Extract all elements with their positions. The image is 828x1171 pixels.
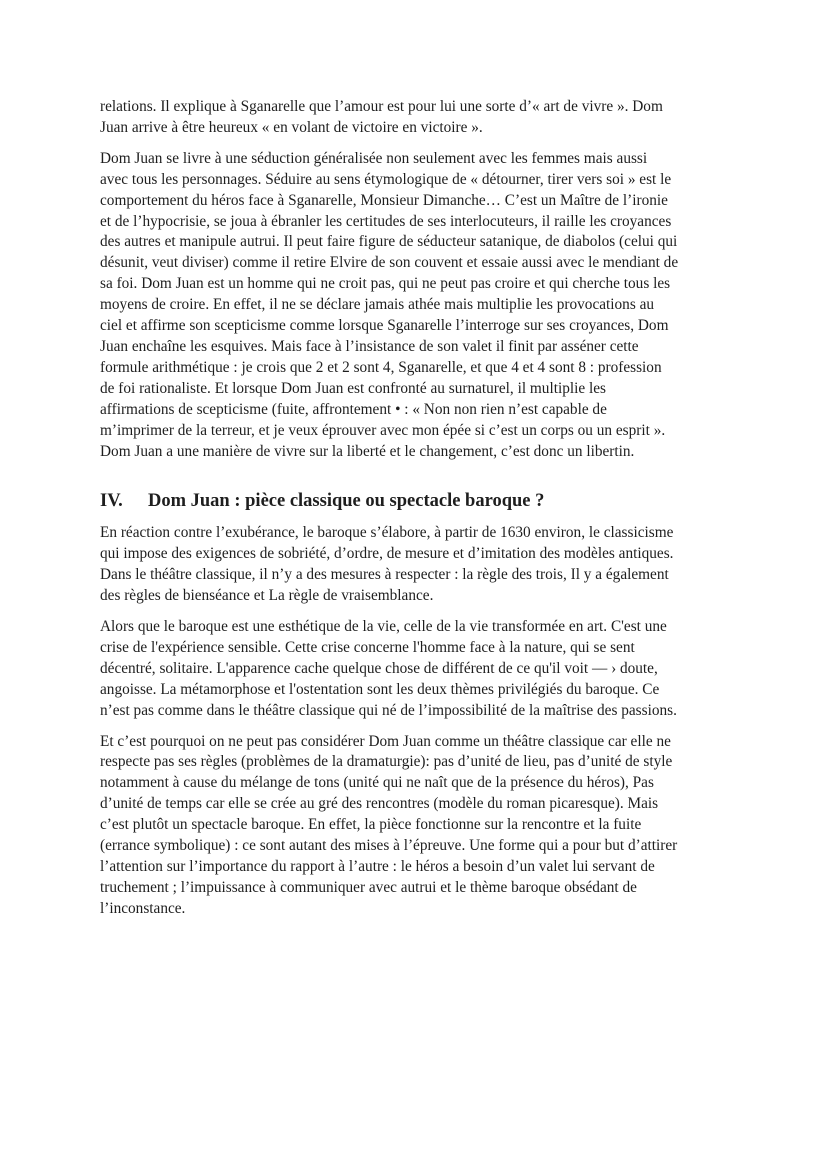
paragraph-intro [100, 97, 740, 139]
text-line: crise de l'expérience sensible. Cette crise concerne l'homme face à la nature, qui se sent [100, 638, 635, 656]
text-line: (errance symbolique) : ce sont autant des mises à l’épreuve. Une forme qui a pour but d’attirer [100, 837, 678, 855]
text-line: Dans le théâtre classique, il n’y a des mesures à respecter : la règle des trois, Il y a également [100, 566, 669, 584]
section-number: IV. [100, 491, 123, 512]
text-line: affirmations de scepticisme (fuite, affrontement • : « Non non rien n’est capable de [100, 400, 607, 418]
text-line: des autres et manipule autrui. Il peut faire figure de séducteur satanique, de diabolos (celui qui [100, 233, 678, 251]
text-line: comportement du héros face à Sganarelle, Monsieur Dimanche… C’est un Maître de l’ironie [100, 191, 668, 209]
text-line: Et c’est pourquoi on ne peut pas considérer Dom Juan comme un théâtre classique car elle ne [100, 732, 671, 750]
text-line: moyens de croire. En effet, il ne se déclare jamais athée mais multiplie les provocations au [100, 296, 655, 314]
text-line: décentré, solitaire. L'apparence cache quelque chose de différent de ce qu'il voit — › doute, [100, 659, 658, 677]
text-line: n’est pas comme dans le théâtre classique qui né de l’impossibilité de la maîtrise des passions. [100, 701, 677, 719]
text-line: et de l’hypocrisie, se joua à ébranler les certitudes de ses interlocuteurs, il raille les croyances [100, 212, 672, 230]
text-line: de foi rationaliste. Et lorsque Dom Juan est confronté au surnaturel, il multiplie les [100, 379, 606, 397]
paragraph-conclusion [100, 732, 740, 920]
text-line: des règles de bienséance et La règle de vraisemblance. [100, 587, 434, 605]
paragraph-seduction [100, 149, 740, 463]
text-line: En réaction contre l’exubérance, le baroque s’élabore, à partir de 1630 environ, le classicisme [100, 524, 674, 542]
text-line: m’imprimer de la terreur, et je veux éprouver avec mon épée si c’est un corps ou un esprit ». [100, 421, 666, 439]
text-line: Juan enchaîne les esquives. Mais face à l’insistance de son valet il finit par asséner cette [100, 337, 639, 355]
text-line: avec tous les personnages. Séduire au sens étymologique de « détourner, tirer vers soi » est le [100, 170, 672, 188]
paragraph-esthetique [100, 617, 740, 722]
text-line: Juan arrive à être heureux « en volant de victoire en victoire ». [100, 118, 483, 136]
text-line: qui impose des exigences de sobriété, d’ordre, de mesure et d’imitation des modèles antiques. [100, 545, 674, 563]
text-line: formule arithmétique : je crois que 2 et 2 sont 4, Sganarelle, et que 4 et 4 sont 8 : profession [100, 358, 662, 376]
text-line: Alors que le baroque est une esthétique de la vie, celle de la vie transformée en art. C'est une [100, 618, 667, 636]
text-line: l’inconstance. [100, 899, 186, 917]
text-line: relations. Il explique à Sganarelle que l’amour est pour lui une sorte d’« art de vivre ». Dom [100, 98, 663, 115]
text-line: truchement ; l’impuissance à communiquer avec autrui et le thème baroque obsédant de [100, 878, 637, 896]
text-line: Dom Juan se livre à une séduction généralisée non seulement avec les femmes mais aussi [100, 149, 648, 167]
text-line: sa foi. Dom Juan est un homme qui ne croit pas, qui ne peut pas croire et qui cherche tous les [100, 275, 671, 293]
text-line: désunit, veut diviser) comme il retire Elvire de son couvent et essaie aussi avec le mendiant de [100, 254, 679, 272]
text-line: d’unité de temps car elle se crée au gré des rencontres (modèle du roman picaresque). Mais [100, 795, 659, 813]
text-line: Dom Juan a une manière de vivre sur la liberté et le changement, c’est donc un libertin. [100, 442, 635, 460]
text-line: notamment à cause du mélange de tons (unité qui ne naît que de la présence du héros), Pas [100, 774, 654, 792]
paragraph-reaction [100, 523, 740, 607]
document-page [100, 97, 740, 930]
text-line: respecte pas ses règles (problèmes de la dramaturgie): pas d’unité de lieu, pas d’unité de style [100, 753, 673, 771]
text-line: c’est plutôt un spectacle baroque. En effet, la pièce fonctionne sur la rencontre et la fuite [100, 816, 642, 834]
section-heading [100, 489, 740, 513]
section-title: Dom Juan : pièce classique ou spectacle baroque ? [148, 491, 545, 512]
text-line: ciel et affirme son scepticisme comme lorsque Sganarelle l’interroge sur ses croyances, Dom [100, 317, 669, 335]
text-line: angoisse. La métamorphose et l'ostentation sont les deux thèmes privilégiés du baroque. Ce [100, 680, 660, 698]
text-line: l’attention sur l’importance du rapport à l’autre : le héros a besoin d’un valet lui servant de [100, 858, 655, 875]
